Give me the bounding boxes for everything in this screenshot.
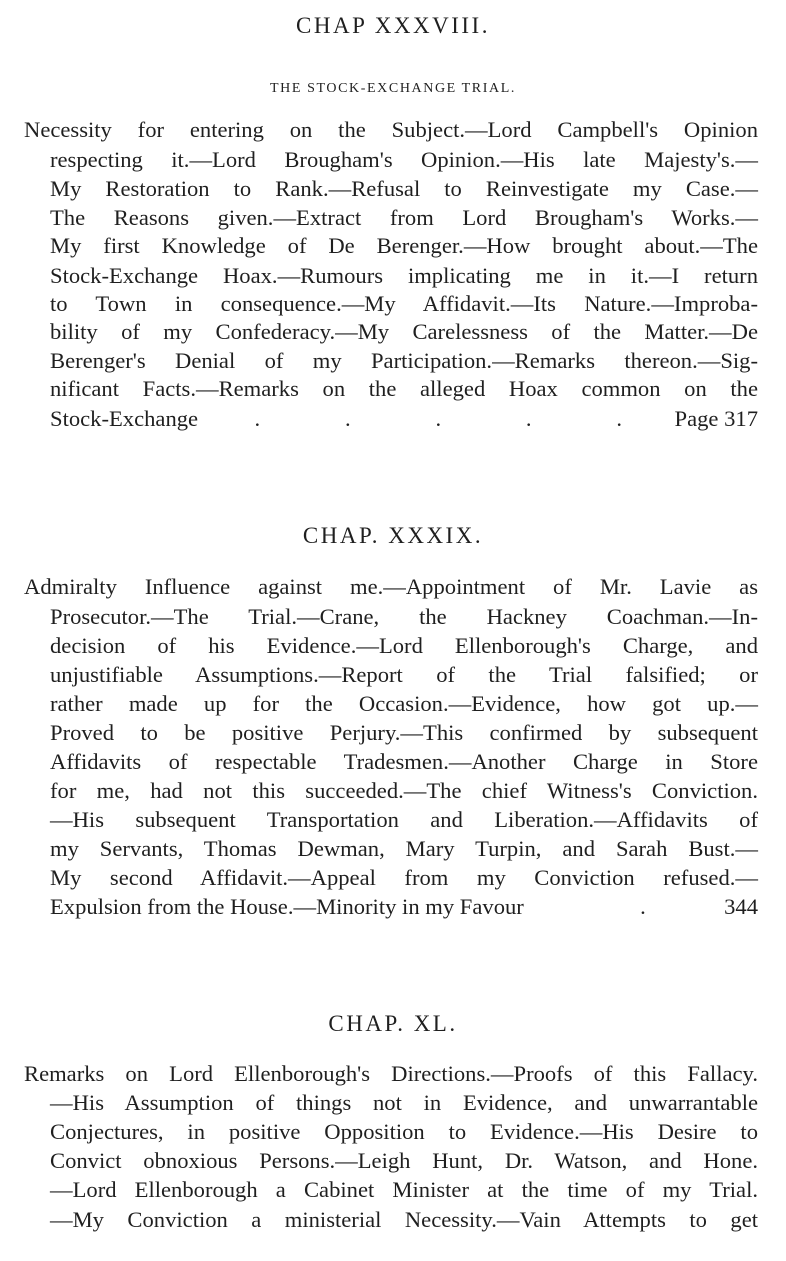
chapter-xxxviii-line: bility of my Confederacy.—My Carelessness of the Matter.—De [50,319,758,344]
chapter-xxxix-line: My second Affidavit.—Appeal from my Conviction refused.— [50,865,758,890]
chapter-xxxix-line: —His subsequent Transportation and Liberation.—Affidavits of [50,807,758,832]
chapter-xxxviii-line: My Restoration to Rank.—Refusal to Reinvestigate my Case.— [50,176,758,201]
chapter-xxxix-line: my Servants, Thomas Dewman, Mary Turpin, and Sarah Bust.— [50,836,758,861]
chapter-xl-line: —His Assumption of things not in Evidence, and unwarrantable [50,1090,758,1115]
chapter-xl-line: Conjectures, in positive Opposition to Evidence.—His Desire to [50,1119,758,1144]
chapter-xxxviii-line: nificant Facts.—Remarks on the alleged Hoax common on the [50,376,758,401]
page-reference-317: Page 317 [674,406,758,431]
chapter-xxxviii-line: My first Knowledge of De Berenger.—How brought about.—The [50,233,758,258]
chapter-xl-line: Convict obnoxious Persons.—Leigh Hunt, Dr. Watson, and Hone. [50,1148,758,1173]
chapter-xxxix-line: Admiralty Influence against me.—Appointment of Mr. Lavie as [24,574,758,599]
chapter-xxxix-line: decision of his Evidence.—Lord Ellenborough's Charge, and [50,633,758,658]
chapter-xl-line: —My Conviction a ministerial Necessity.—Vain Attempts to get [50,1207,758,1232]
chapter-xxxix-last-line [50,893,758,921]
chapter-xxxix-line: rather made up for the Occasion.—Evidence, how got up.— [50,691,758,716]
chapter-xxxix-last-text: Expulsion from the House.—Minority in my Favour [50,894,524,919]
chapter-xxxix-line: Affidavits of respectable Tradesmen.—Another Charge in Store [50,749,758,774]
leader-dots: . [640,894,646,919]
chapter-xxxviii-line: The Reasons given.—Extract from Lord Brougham's Works.— [50,205,758,230]
chapter-heading-xl: CHAP. XL. [328,1011,458,1036]
chapter-xl-line: Remarks on Lord Ellenborough's Directions.—Proofs of this Fallacy. [24,1061,758,1086]
chapter-xxxix-line: unjustifiable Assumptions.—Report of the Trial falsified; or [50,662,758,687]
chapter-xl-line: —Lord Ellenborough a Cabinet Minister at the time of my Trial. [50,1177,758,1202]
chapter-xxxviii-line: Stock-Exchange Hoax.—Rumours implicating me in it.—I return [50,263,758,288]
chapter-xxxviii-last-text: Stock-Exchange [50,406,199,431]
chapter-xxxviii-line: respecting it.—Lord Brougham's Opinion.—His late Majesty's.— [50,147,758,172]
chapter-xxxix-line: Proved to be positive Perjury.—This confirmed by subsequent [50,720,758,745]
chapter-xxxviii-line: Necessity for entering on the Subject.—Lord Campbell's Opinion [24,117,758,142]
chapter-xxxix-line: Prosecutor.—The Trial.—Crane, the Hackney Coachman.—In- [50,604,758,629]
page-reference-344: 344 [724,894,758,919]
chapter-heading-xxxviii: CHAP XXXVIII. [296,13,490,38]
leader-dots: . . . . . [254,406,623,431]
chapter-heading-xxxix: CHAP. XXXIX. [302,523,484,548]
chapter-xxxix-line: for me, had not this succeeded.—The chief Witness's Conviction. [50,778,758,803]
chapter-xxxviii-line: Berenger's Denial of my Participation.—Remarks thereon.—Sig- [50,348,758,373]
chapter-xxxviii-line: to Town in consequence.—My Affidavit.—Its Nature.—Improba- [50,291,758,316]
chapter-title-stock-exchange-trial: THE STOCK-EXCHANGE TRIAL. [270,81,516,96]
chapter-xxxviii-last-line [50,405,758,433]
